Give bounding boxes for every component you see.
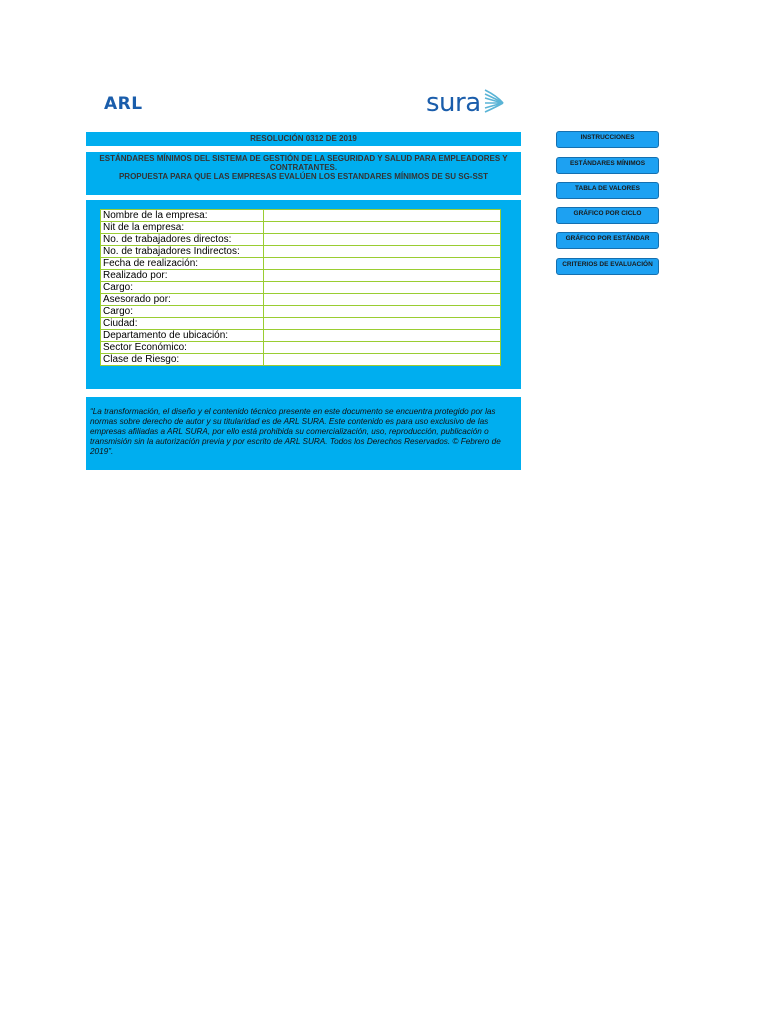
- form-label: Cargo:: [101, 306, 264, 318]
- company-form-table: [100, 209, 501, 366]
- form-value-field[interactable]: [264, 282, 501, 294]
- estandares-minimos-button[interactable]: ESTÁNDARES MÍNIMOS: [556, 157, 659, 174]
- criterios-de-evaluacion-button[interactable]: CRITERIOS DE EVALUACIÓN: [556, 258, 659, 275]
- form-row: [101, 210, 501, 222]
- form-row: [101, 270, 501, 282]
- form-value-field[interactable]: [264, 318, 501, 330]
- tabla-de-valores-button[interactable]: TABLA DE VALORES: [556, 182, 659, 199]
- standards-title-line2: CONTRATANTES.: [269, 163, 338, 172]
- form-label: Fecha de realización:: [101, 258, 264, 270]
- form-label: Ciudad:: [101, 318, 264, 330]
- form-value-field[interactable]: [264, 222, 501, 234]
- form-label: Nombre de la empresa:: [101, 210, 264, 222]
- form-label: Sector Económico:: [101, 342, 264, 354]
- copyright-notice: “La transformación, el diseño y el contenido técnico presente en este documento se encuentra protegido por las normas sobre derecho de autor y su titularidad es de ARL SURA. Este contenido es para uso exclusivo de las empresas afiliadas a ARL SURA, por ello está prohibida su comercialización, uso, reproducción, publicación o transmisión sin la autorización previa y por escrito de ARL SURA. Todos los Derechos Reservados. © Febrero de 2019”.: [86, 397, 521, 470]
- instrucciones-button[interactable]: INSTRUCCIONES: [556, 131, 659, 148]
- grafico-por-estandar-button[interactable]: GRÁFICO POR ESTÁNDAR: [556, 232, 659, 249]
- standards-title-line3: PROPUESTA PARA QUE LAS EMPRESAS EVALÚEN LOS ESTANDARES MÍNIMOS DE SU SG-SST: [118, 172, 489, 181]
- form-value-field[interactable]: [264, 270, 501, 282]
- form-value-field[interactable]: [264, 330, 501, 342]
- form-value-field[interactable]: [264, 354, 501, 366]
- form-row: [101, 306, 501, 318]
- form-label: Departamento de ubicación:: [101, 330, 264, 342]
- form-label: No. de trabajadores directos:: [101, 234, 264, 246]
- form-value-field[interactable]: [264, 294, 501, 306]
- form-row: [101, 318, 501, 330]
- sura-logo-icon: [483, 88, 505, 118]
- form-label: No. de trabajadores Indirectos:: [101, 246, 264, 258]
- form-value-field[interactable]: [264, 210, 501, 222]
- sura-logo-text: sura: [426, 88, 481, 118]
- form-row: [101, 330, 501, 342]
- form-label: Realizado por:: [101, 270, 264, 282]
- sura-logo: [426, 86, 505, 120]
- form-value-field[interactable]: [264, 342, 501, 354]
- form-row: [101, 246, 501, 258]
- form-value-field[interactable]: [264, 246, 501, 258]
- form-label: Clase de Riesgo:: [101, 354, 264, 366]
- form-row: [101, 342, 501, 354]
- form-value-field[interactable]: [264, 234, 501, 246]
- form-value-field[interactable]: [264, 258, 501, 270]
- form-row: [101, 234, 501, 246]
- form-label: Nit de la empresa:: [101, 222, 264, 234]
- form-row: [101, 354, 501, 366]
- form-row: [101, 222, 501, 234]
- arl-label: ARL: [104, 94, 143, 114]
- resolution-title: RESOLUCIÓN 0312 DE 2019: [86, 132, 521, 146]
- form-row: [101, 282, 501, 294]
- standards-title: [86, 152, 521, 195]
- form-row: [101, 294, 501, 306]
- form-row: [101, 258, 501, 270]
- form-label: Asesorado por:: [101, 294, 264, 306]
- standards-title-line1: ESTÁNDARES MÍNIMOS DEL SISTEMA DE GESTIÓN DE LA SEGURIDAD Y SALUD PARA EMPLEADORES Y: [99, 154, 508, 163]
- form-value-field[interactable]: [264, 306, 501, 318]
- form-label: Cargo:: [101, 282, 264, 294]
- grafico-por-ciclo-button[interactable]: GRÁFICO POR CICLO: [556, 207, 659, 224]
